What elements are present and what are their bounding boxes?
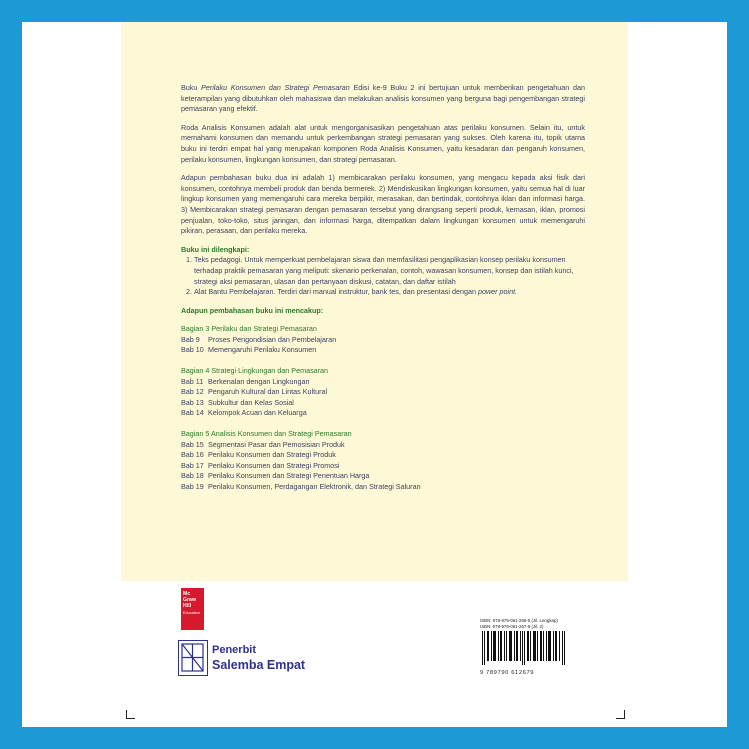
- mcgraw-hill-logo: [181, 588, 204, 630]
- chapter-number: Bab 12: [181, 387, 204, 397]
- chapter-number: Bab 10: [181, 345, 204, 355]
- logo-text: Education: [183, 610, 200, 615]
- chapter-row: [181, 461, 585, 472]
- section-title: Bagian 4 Strategi Lingkungan dan Pemasaran: [181, 366, 329, 376]
- contents-section: [181, 324, 585, 356]
- contents-heading: Adapun pembahasan buku ini mencakup:: [181, 305, 324, 315]
- chapter-title: Pengaruh Kultural dan Lintas Kultural: [208, 387, 328, 397]
- chapter-number: Bab 17: [181, 460, 204, 470]
- chapter-title: Proses Pengondisian dan Pembelajaran: [208, 334, 337, 344]
- feature-item: [181, 255, 585, 287]
- intro-paragraph-3: Adapun pembahasan buku dua ini adalah 1) membicarakan perilaku konsumen, yang mengacu kepada aksi fisik dari konsumen, contohnya membeli produk dan benda bermerek. 2) Mendiskusikan lingkungan konsumen, yaitu semua hal di luar lingkup konsumen yang memengaruhi cara mereka berpikir, merasakan, dan bertindak, contohnya iklan dan informasi harga. 3) Membicarakan strategi pemasaran dengan pemasaran tersebut yang dirangsang seperti produk, kemasan, iklan, promosi penjualan, toko-toko, situs jaringan, dan informasi harga, ditempatkan dalam lingkungan konsumen untuk memengaruhi pikiran, perasaan, dan perilaku mereka.: [181, 173, 585, 236]
- section-title: Bagian 3 Perilaku dan Strategi Pemasaran: [181, 324, 317, 334]
- chapter-title: Perilaku Konsumen dan Strategi Produk: [208, 450, 336, 460]
- chapter-number: Bab 18: [181, 471, 204, 481]
- intro-paragraph-1: [181, 83, 585, 115]
- contents-section: [181, 429, 585, 493]
- chapter-number: Bab 13: [181, 397, 204, 407]
- salemba-empat-logo: [178, 640, 338, 678]
- chapter-title: Memengaruhi Perilaku Konsumen: [208, 345, 317, 355]
- chapter-row: [181, 440, 585, 451]
- chapter-number: Bab 15: [181, 439, 204, 449]
- book-title: Perilaku Konsumen dan Strategi Pemasaran: [201, 83, 350, 92]
- features-heading: Buku ini dilengkapi:: [181, 244, 250, 254]
- crop-mark: [616, 710, 625, 719]
- barcode-digits: 9 789790 612679: [480, 670, 535, 677]
- chapter-row: [181, 450, 585, 461]
- chapter-row: [181, 387, 585, 398]
- barcode-icon: [480, 631, 568, 665]
- feature-text: Alat Bantu Pembelajaran. Terdiri dari manual instruktur, bank tes, dan presentasi dengan: [194, 287, 478, 297]
- chapter-number: Bab 14: [181, 408, 204, 418]
- logo-text: Mc: [183, 591, 191, 597]
- feature-number: 2.: [186, 287, 192, 297]
- chapter-row: [181, 482, 585, 493]
- contents-section: [181, 366, 585, 419]
- crop-mark: [126, 710, 135, 719]
- chapter-title: Kelompok Acuan dan Keluarga: [208, 408, 307, 418]
- chapter-row: [181, 398, 585, 409]
- section-title: Bagian 5 Analisis Konsumen dan Strategi Pemasaran: [181, 429, 352, 439]
- publisher-emblem-icon: [178, 640, 208, 676]
- chapter-number: Bab 11: [181, 376, 204, 386]
- publisher-name: Salemba Empat: [212, 658, 306, 672]
- isbn-volume: ISBN: 978-979-061-267-9 (Jil. 2): [480, 623, 544, 629]
- intro-paragraph-2: Roda Analisis Konsumen adalah alat untuk mengorganisasikan pengetahuan atas perilaku konsumen. Selain itu, untuk memahami konsumen dan memandu untuk perkembangan strategi pemasaran yang sukses. Oleh karena itu, topik utama buku ini terdiri empat hal yang merupakan komponen Roda Analisis Konsumen, yaitu kesadaran dan pengaruh konsumen, perilaku konsumen, lingkungan konsumen, dan strategi pemasaran.: [181, 122, 585, 164]
- cover-text: [181, 83, 585, 503]
- feature-italic: power point.: [477, 287, 518, 297]
- features-section: [181, 245, 585, 298]
- logo-text: Graw: [183, 597, 196, 604]
- chapter-row: [181, 335, 585, 346]
- chapter-title: Perilaku Konsumen dan Strategi Penentuan Harga: [208, 471, 370, 481]
- intro-prefix: Buku: [181, 83, 202, 92]
- chapter-title: Segmentasi Pasar dan Pemosisian Produk: [208, 439, 345, 449]
- chapter-row: [181, 345, 585, 356]
- chapter-row: [181, 377, 585, 388]
- feature-item: [181, 287, 585, 298]
- chapter-title: Berkenalan dengan Lingkungan: [208, 376, 310, 386]
- intro-rest: Edisi ke-9 Buku 2 ini bertujuan untuk memberikan pengetahuan dan keterampilan yang dibutuhkan oleh mahasiswa dan melakukan analisis konsumen yang berguna bagi pengembangan strategi pemasaran yang efektif.: [181, 83, 585, 114]
- isbn-complete: ISBN: 978-979-061-265-5 (Jil. Lengkap): [480, 618, 558, 623]
- feature-text: Teks pedagogi. Untuk memperkuat pembelajaran siswa dan memfasilitasi pengaplikasian konsep perilaku konsumen terhadap praktik pemasaran yang meliputi: skenario perkenalan, contoh, wawasan konsumen, konsep dan istilah kunci, strategi aksi pemasaran, ulasan dan pertanyaan diskusi, catatan, dan daftar istilah: [194, 255, 574, 286]
- isbn-barcode: [480, 618, 570, 678]
- chapter-title: Subkultur dan Kelas Sosial: [208, 397, 294, 407]
- chapter-title: Perilaku Konsumen, Perdagangan Elektronik, dan Strategi Saluran: [208, 482, 421, 491]
- chapter-number: Bab 9: [181, 334, 200, 344]
- chapter-title: Perilaku Konsumen dan Strategi Promosi: [208, 460, 340, 470]
- logo-text: Hill: [183, 603, 192, 610]
- features-list: [181, 255, 585, 297]
- chapter-number: Bab 16: [181, 450, 204, 460]
- chapter-row: [181, 408, 585, 419]
- feature-number: 1.: [186, 255, 192, 265]
- chapter-row: [181, 471, 585, 482]
- publisher-label: Penerbit: [212, 644, 257, 656]
- chapter-number: Bab 19: [181, 482, 204, 491]
